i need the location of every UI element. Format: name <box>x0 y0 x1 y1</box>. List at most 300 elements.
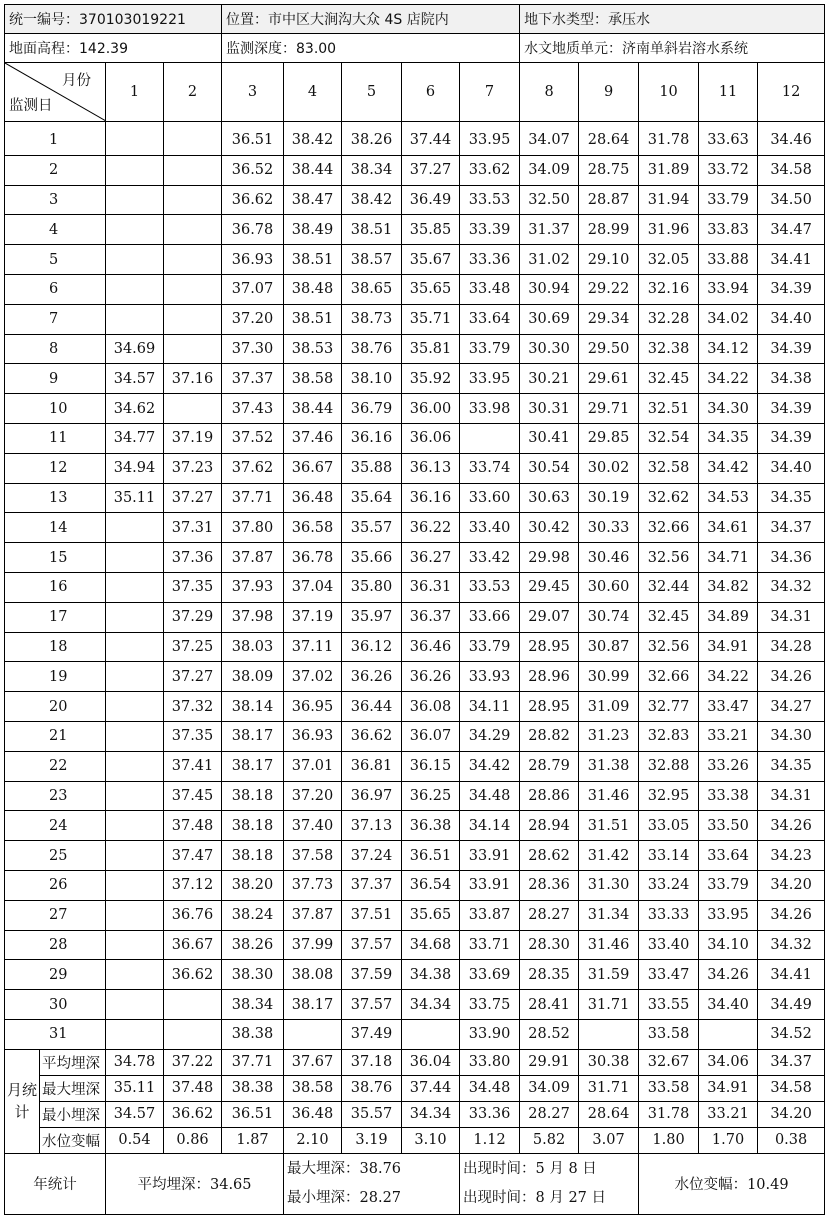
depth-value-cell: 36.06 <box>402 423 460 453</box>
depth-value-cell: 34.41 <box>758 245 825 275</box>
depth-value-cell: 36.95 <box>284 692 342 722</box>
depth-value-cell: 37.71 <box>222 483 284 513</box>
table-row <box>5 483 825 513</box>
table-row <box>5 900 825 930</box>
depth-value-cell: 36.62 <box>164 960 222 990</box>
depth-value-cell: 36.49 <box>402 185 460 215</box>
depth-value-cell: 38.44 <box>284 155 342 185</box>
depth-value-cell <box>164 990 222 1020</box>
day-number: 26 <box>5 870 106 900</box>
depth-value-cell <box>164 215 222 245</box>
monthly-stat-value: 3.19 <box>342 1127 402 1153</box>
monthly-stat-value: 31.78 <box>639 1101 699 1127</box>
depth-value-cell: 36.12 <box>342 632 402 662</box>
depth-value-cell: 34.32 <box>758 930 825 960</box>
monthly-stat-value: 2.10 <box>284 1127 342 1153</box>
depth-value-cell: 32.88 <box>639 751 699 781</box>
depth-value-cell: 34.94 <box>106 453 164 483</box>
depth-value-cell: 28.79 <box>520 751 579 781</box>
day-number: 25 <box>5 841 106 871</box>
table-row <box>5 453 825 483</box>
month-header-1: 1 <box>106 63 164 122</box>
depth-value-cell: 37.30 <box>222 334 284 364</box>
depth-value-cell: 28.86 <box>520 781 579 811</box>
depth-value-cell: 37.29 <box>164 602 222 632</box>
monthly-stat-value: 34.78 <box>106 1049 164 1075</box>
monthly-stat-row <box>5 1075 825 1101</box>
monthly-stat-label: 最小埋深 <box>40 1101 106 1127</box>
depth-value-cell: 36.37 <box>402 602 460 632</box>
depth-value-cell: 34.91 <box>699 632 758 662</box>
monthly-stat-value: 32.67 <box>639 1049 699 1075</box>
depth-value-cell: 34.35 <box>758 751 825 781</box>
depth-value-cell: 38.49 <box>284 215 342 245</box>
table-row <box>5 185 825 215</box>
depth-value-cell <box>460 423 520 453</box>
table-row <box>5 930 825 960</box>
depth-value-cell: 31.09 <box>579 692 639 722</box>
depth-value-cell: 37.57 <box>342 990 402 1020</box>
depth-value-cell: 34.28 <box>758 632 825 662</box>
depth-value-cell: 30.41 <box>520 423 579 453</box>
monthly-stat-value: 37.48 <box>164 1075 222 1101</box>
depth-value-cell: 34.29 <box>460 721 520 751</box>
depth-value-cell: 34.39 <box>758 394 825 424</box>
monthly-stat-value: 5.82 <box>520 1127 579 1153</box>
table-row <box>5 692 825 722</box>
depth-value-cell: 37.47 <box>164 841 222 871</box>
monitoring-depth: 监测深度：83.00 <box>222 34 520 63</box>
month-header-11: 11 <box>699 63 758 122</box>
depth-value-cell: 32.54 <box>639 423 699 453</box>
depth-value-cell: 30.74 <box>579 602 639 632</box>
depth-value-cell: 28.94 <box>520 811 579 841</box>
depth-value-cell <box>106 572 164 602</box>
month-header-5: 5 <box>342 63 402 122</box>
depth-value-cell: 38.03 <box>222 632 284 662</box>
depth-value-cell <box>106 811 164 841</box>
depth-value-cell: 34.20 <box>758 870 825 900</box>
table-row <box>5 721 825 751</box>
depth-value-cell: 34.32 <box>758 572 825 602</box>
depth-value-cell: 33.50 <box>699 811 758 841</box>
depth-value-cell: 34.31 <box>758 781 825 811</box>
depth-value-cell: 37.41 <box>164 751 222 781</box>
depth-value-cell: 37.20 <box>284 781 342 811</box>
depth-value-cell: 37.27 <box>402 155 460 185</box>
depth-value-cell: 29.34 <box>579 304 639 334</box>
depth-value-cell: 34.39 <box>758 274 825 304</box>
depth-value-cell: 37.93 <box>222 572 284 602</box>
day-number: 1 <box>5 122 106 156</box>
depth-value-cell: 33.39 <box>460 215 520 245</box>
monthly-stat-value: 34.91 <box>699 1075 758 1101</box>
depth-value-cell: 30.60 <box>579 572 639 602</box>
depth-value-cell: 38.58 <box>284 364 342 394</box>
monthly-stat-value: 34.48 <box>460 1075 520 1101</box>
depth-value-cell: 30.46 <box>579 543 639 573</box>
depth-value-cell: 38.42 <box>342 185 402 215</box>
month-header-10: 10 <box>639 63 699 122</box>
depth-value-cell <box>106 662 164 692</box>
day-number: 13 <box>5 483 106 513</box>
table-row <box>5 122 825 156</box>
depth-value-cell <box>164 122 222 156</box>
depth-value-cell: 36.67 <box>164 930 222 960</box>
depth-value-cell: 38.57 <box>342 245 402 275</box>
depth-value-cell: 34.37 <box>758 513 825 543</box>
monthly-stat-value: 28.27 <box>520 1101 579 1127</box>
depth-value-cell <box>284 1019 342 1049</box>
depth-value-cell: 37.43 <box>222 394 284 424</box>
depth-value-cell: 36.27 <box>402 543 460 573</box>
depth-value-cell: 38.34 <box>222 990 284 1020</box>
table-row <box>5 960 825 990</box>
day-number: 22 <box>5 751 106 781</box>
depth-value-cell <box>164 245 222 275</box>
monthly-stat-value: 0.86 <box>164 1127 222 1153</box>
depth-value-cell: 33.79 <box>699 185 758 215</box>
depth-value-cell: 30.30 <box>520 334 579 364</box>
depth-value-cell: 34.39 <box>758 423 825 453</box>
depth-value-cell: 34.77 <box>106 423 164 453</box>
depth-value-cell: 36.07 <box>402 721 460 751</box>
depth-value-cell: 37.11 <box>284 632 342 662</box>
table-row <box>5 572 825 602</box>
depth-value-cell: 36.44 <box>342 692 402 722</box>
depth-value-cell: 36.13 <box>402 453 460 483</box>
yearly-min-depth: 最小埋深：28.27 <box>287 1189 402 1206</box>
depth-value-cell: 33.90 <box>460 1019 520 1049</box>
depth-value-cell: 36.38 <box>402 811 460 841</box>
depth-value-cell: 35.97 <box>342 602 402 632</box>
monthly-stat-value: 3.07 <box>579 1127 639 1153</box>
table-row <box>5 274 825 304</box>
depth-value-cell: 31.23 <box>579 721 639 751</box>
depth-value-cell: 36.78 <box>222 215 284 245</box>
depth-value-cell <box>164 274 222 304</box>
depth-value-cell: 32.56 <box>639 543 699 573</box>
depth-value-cell: 28.64 <box>579 122 639 156</box>
monthly-stat-row <box>5 1049 825 1075</box>
depth-value-cell: 37.32 <box>164 692 222 722</box>
monthly-stat-label: 水位变幅 <box>40 1127 106 1153</box>
depth-value-cell: 32.62 <box>639 483 699 513</box>
depth-value-cell <box>106 900 164 930</box>
monthly-stat-value: 31.71 <box>579 1075 639 1101</box>
depth-value-cell: 38.48 <box>284 274 342 304</box>
depth-value-cell <box>106 870 164 900</box>
yearly-max-depth: 最大埋深：38.76 <box>287 1160 402 1177</box>
depth-value-cell: 34.23 <box>758 841 825 871</box>
depth-value-cell: 31.42 <box>579 841 639 871</box>
depth-value-cell: 33.72 <box>699 155 758 185</box>
table-row <box>5 1019 825 1049</box>
depth-value-cell: 37.37 <box>342 870 402 900</box>
day-number: 20 <box>5 692 106 722</box>
depth-value-cell: 33.36 <box>460 245 520 275</box>
depth-value-cell: 34.61 <box>699 513 758 543</box>
depth-value-cell <box>106 185 164 215</box>
depth-value-cell: 31.94 <box>639 185 699 215</box>
depth-value-cell: 30.99 <box>579 662 639 692</box>
monthly-stat-value: 37.71 <box>222 1049 284 1075</box>
depth-value-cell: 32.77 <box>639 692 699 722</box>
monthly-stat-value: 34.09 <box>520 1075 579 1101</box>
depth-value-cell <box>106 543 164 573</box>
depth-value-cell: 34.26 <box>699 960 758 990</box>
depth-value-cell: 33.87 <box>460 900 520 930</box>
depth-value-cell: 29.07 <box>520 602 579 632</box>
month-header-7: 7 <box>460 63 520 122</box>
table-row <box>5 543 825 573</box>
depth-value-cell: 34.30 <box>758 721 825 751</box>
depth-value-cell: 34.50 <box>758 185 825 215</box>
yearly-stat-label: 年统计 <box>5 1153 106 1214</box>
day-number: 16 <box>5 572 106 602</box>
day-number: 14 <box>5 513 106 543</box>
depth-value-cell: 34.22 <box>699 364 758 394</box>
depth-value-cell: 34.34 <box>402 990 460 1020</box>
monthly-stat-value: 28.64 <box>579 1101 639 1127</box>
monthly-stat-value: 38.58 <box>284 1075 342 1101</box>
depth-value-cell: 34.68 <box>402 930 460 960</box>
depth-value-cell: 38.10 <box>342 364 402 394</box>
depth-value-cell: 35.67 <box>402 245 460 275</box>
day-number: 4 <box>5 215 106 245</box>
depth-value-cell: 37.58 <box>284 841 342 871</box>
depth-value-cell: 36.26 <box>342 662 402 692</box>
month-header-4: 4 <box>284 63 342 122</box>
depth-value-cell: 32.51 <box>639 394 699 424</box>
depth-value-cell: 33.38 <box>699 781 758 811</box>
depth-value-cell: 38.18 <box>222 841 284 871</box>
depth-value-cell: 37.01 <box>284 751 342 781</box>
depth-value-cell: 32.58 <box>639 453 699 483</box>
depth-value-cell: 34.36 <box>758 543 825 573</box>
depth-value-cell: 36.51 <box>222 122 284 156</box>
depth-value-cell: 34.10 <box>699 930 758 960</box>
depth-value-cell <box>106 721 164 751</box>
depth-value-cell: 33.74 <box>460 453 520 483</box>
depth-value-cell: 33.42 <box>460 543 520 573</box>
table-row <box>5 245 825 275</box>
day-number: 23 <box>5 781 106 811</box>
depth-value-cell: 28.75 <box>579 155 639 185</box>
depth-value-cell: 37.48 <box>164 811 222 841</box>
depth-value-cell: 37.24 <box>342 841 402 871</box>
depth-value-cell <box>106 692 164 722</box>
depth-value-cell: 37.51 <box>342 900 402 930</box>
depth-value-cell: 35.66 <box>342 543 402 573</box>
depth-value-cell: 35.71 <box>402 304 460 334</box>
depth-value-cell: 36.54 <box>402 870 460 900</box>
depth-value-cell: 38.17 <box>284 990 342 1020</box>
depth-value-cell: 31.89 <box>639 155 699 185</box>
depth-value-cell: 35.57 <box>342 513 402 543</box>
corner-day-label: 监测日 <box>9 98 53 114</box>
header-row-1 <box>5 5 825 34</box>
depth-value-cell: 37.13 <box>342 811 402 841</box>
table-row <box>5 394 825 424</box>
depth-value-cell: 37.99 <box>284 930 342 960</box>
depth-value-cell: 30.21 <box>520 364 579 394</box>
depth-value-cell <box>106 274 164 304</box>
table-row <box>5 781 825 811</box>
depth-value-cell: 31.37 <box>520 215 579 245</box>
depth-value-cell: 35.92 <box>402 364 460 394</box>
monthly-stat-value: 37.18 <box>342 1049 402 1075</box>
monthly-stat-value: 33.80 <box>460 1049 520 1075</box>
depth-value-cell: 33.93 <box>460 662 520 692</box>
depth-value-cell: 31.02 <box>520 245 579 275</box>
depth-value-cell: 36.16 <box>342 423 402 453</box>
table-row <box>5 215 825 245</box>
monthly-stat-value: 30.38 <box>579 1049 639 1075</box>
monthly-stat-value: 37.44 <box>402 1075 460 1101</box>
depth-value-cell: 31.46 <box>579 781 639 811</box>
depth-value-cell: 37.16 <box>164 364 222 394</box>
monthly-stat-label: 平均埋深 <box>40 1049 106 1075</box>
table-row <box>5 364 825 394</box>
monthly-stat-value: 0.38 <box>758 1127 825 1153</box>
depth-value-cell: 35.85 <box>402 215 460 245</box>
depth-value-cell <box>106 245 164 275</box>
yearly-stat-row <box>5 1153 825 1214</box>
depth-value-cell: 28.30 <box>520 930 579 960</box>
depth-value-cell: 34.40 <box>758 304 825 334</box>
table-row <box>5 751 825 781</box>
depth-value-cell: 36.79 <box>342 394 402 424</box>
depth-value-cell: 33.64 <box>460 304 520 334</box>
table-row <box>5 602 825 632</box>
header-row-2 <box>5 34 825 63</box>
depth-value-cell: 36.62 <box>222 185 284 215</box>
day-number: 28 <box>5 930 106 960</box>
depth-value-cell: 38.18 <box>222 781 284 811</box>
day-number: 24 <box>5 811 106 841</box>
depth-value-cell: 37.98 <box>222 602 284 632</box>
depth-value-cell: 38.51 <box>284 245 342 275</box>
depth-value-cell <box>106 781 164 811</box>
depth-value-cell: 38.42 <box>284 122 342 156</box>
depth-value-cell: 33.91 <box>460 841 520 871</box>
depth-value-cell: 38.08 <box>284 960 342 990</box>
depth-value-cell: 33.55 <box>639 990 699 1020</box>
day-number: 31 <box>5 1019 106 1049</box>
monthly-stat-value: 34.58 <box>758 1075 825 1101</box>
depth-value-cell: 34.47 <box>758 215 825 245</box>
depth-value-cell: 37.23 <box>164 453 222 483</box>
depth-value-cell: 31.30 <box>579 870 639 900</box>
month-header-12: 12 <box>758 63 825 122</box>
depth-value-cell: 33.98 <box>460 394 520 424</box>
depth-value-cell: 34.14 <box>460 811 520 841</box>
depth-value-cell: 38.51 <box>284 304 342 334</box>
depth-value-cell: 33.64 <box>699 841 758 871</box>
day-number: 11 <box>5 423 106 453</box>
depth-value-cell <box>106 841 164 871</box>
depth-value-cell: 33.75 <box>460 990 520 1020</box>
monthly-stat-value: 37.67 <box>284 1049 342 1075</box>
depth-value-cell <box>106 930 164 960</box>
depth-value-cell: 36.93 <box>222 245 284 275</box>
depth-value-cell: 28.99 <box>579 215 639 245</box>
depth-value-cell: 36.52 <box>222 155 284 185</box>
yearly-extreme-depths <box>284 1153 460 1214</box>
depth-value-cell: 37.04 <box>284 572 342 602</box>
depth-value-cell: 33.48 <box>460 274 520 304</box>
depth-value-cell: 28.27 <box>520 900 579 930</box>
depth-value-cell: 35.11 <box>106 483 164 513</box>
depth-value-cell: 37.35 <box>164 572 222 602</box>
table-row <box>5 841 825 871</box>
depth-value-cell: 37.27 <box>164 483 222 513</box>
depth-value-cell: 33.60 <box>460 483 520 513</box>
depth-value-cell: 38.53 <box>284 334 342 364</box>
monthly-stat-value: 33.36 <box>460 1101 520 1127</box>
day-number: 19 <box>5 662 106 692</box>
table-row <box>5 334 825 364</box>
monthly-stat-value: 34.06 <box>699 1049 758 1075</box>
depth-value-cell: 30.31 <box>520 394 579 424</box>
depth-value-cell: 28.82 <box>520 721 579 751</box>
depth-value-cell: 34.38 <box>758 364 825 394</box>
monthly-stat-value: 36.04 <box>402 1049 460 1075</box>
monthly-stat-value: 36.48 <box>284 1101 342 1127</box>
depth-value-cell: 35.88 <box>342 453 402 483</box>
depth-value-cell: 32.66 <box>639 662 699 692</box>
depth-value-cell: 34.42 <box>460 751 520 781</box>
depth-value-cell: 34.57 <box>106 364 164 394</box>
depth-value-cell: 33.40 <box>639 930 699 960</box>
depth-value-cell: 34.89 <box>699 602 758 632</box>
depth-value-cell: 31.51 <box>579 811 639 841</box>
depth-value-cell: 34.40 <box>758 453 825 483</box>
depth-value-cell: 33.21 <box>699 721 758 751</box>
depth-value-cell: 36.58 <box>284 513 342 543</box>
station-id: 统一编号：370103019221 <box>5 5 222 34</box>
depth-value-cell: 33.71 <box>460 930 520 960</box>
depth-value-cell: 38.30 <box>222 960 284 990</box>
depth-value-cell: 37.36 <box>164 543 222 573</box>
depth-value-cell: 38.26 <box>342 122 402 156</box>
depth-value-cell: 37.07 <box>222 274 284 304</box>
depth-value-cell: 35.64 <box>342 483 402 513</box>
depth-value-cell: 36.16 <box>402 483 460 513</box>
depth-value-cell: 37.73 <box>284 870 342 900</box>
depth-value-cell <box>164 185 222 215</box>
depth-value-cell: 37.87 <box>222 543 284 573</box>
depth-value-cell <box>106 751 164 781</box>
depth-value-cell: 36.76 <box>164 900 222 930</box>
depth-value-cell: 35.80 <box>342 572 402 602</box>
depth-value-cell: 38.17 <box>222 721 284 751</box>
monthly-stat-value: 3.10 <box>402 1127 460 1153</box>
depth-value-cell: 34.31 <box>758 602 825 632</box>
monthly-stat-group-label: 月统计 <box>5 1049 40 1153</box>
depth-value-cell: 33.53 <box>460 572 520 602</box>
depth-value-cell: 32.38 <box>639 334 699 364</box>
depth-value-cell: 31.38 <box>579 751 639 781</box>
depth-value-cell: 34.40 <box>699 990 758 1020</box>
depth-value-cell: 28.36 <box>520 870 579 900</box>
depth-value-cell: 29.71 <box>579 394 639 424</box>
depth-value-cell: 34.35 <box>758 483 825 513</box>
depth-value-cell <box>106 122 164 156</box>
depth-value-cell: 34.49 <box>758 990 825 1020</box>
depth-value-cell: 29.50 <box>579 334 639 364</box>
